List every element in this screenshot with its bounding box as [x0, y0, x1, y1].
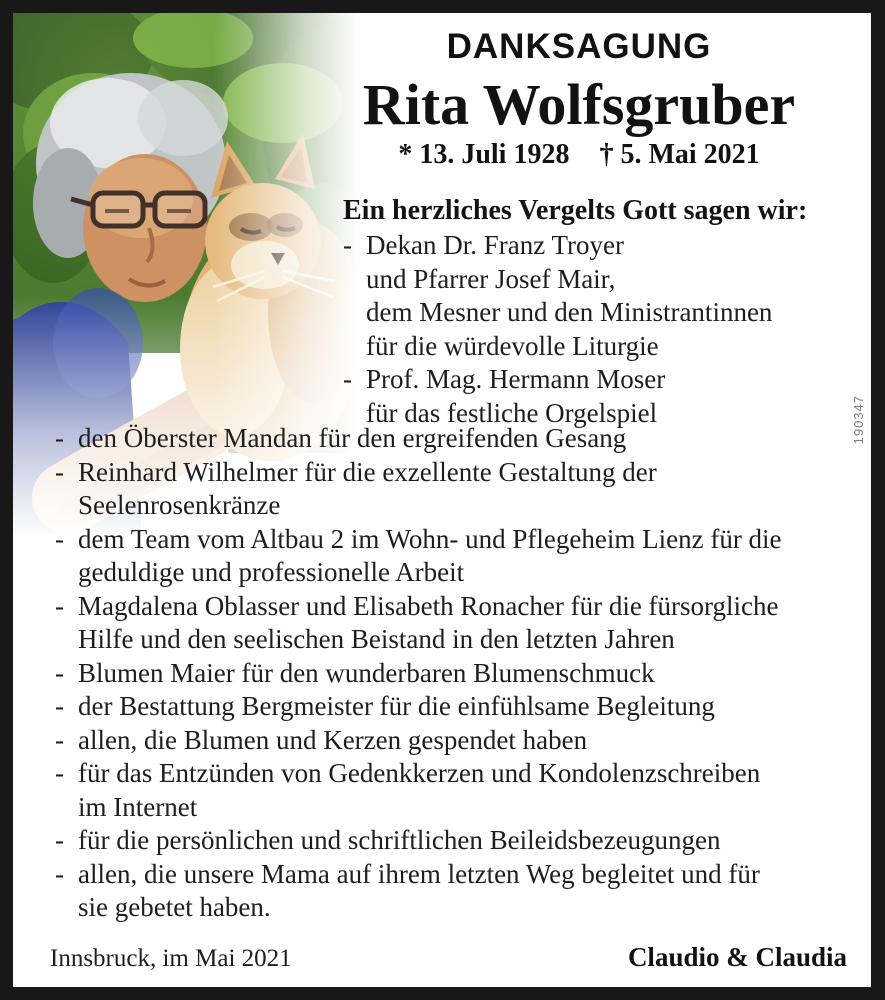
life-dates	[343, 140, 815, 170]
bullet-dash: -	[55, 691, 64, 721]
thanks-item	[55, 757, 855, 824]
bullet-dash: -	[55, 590, 64, 621]
bullet-dash: -	[55, 423, 64, 453]
thanks-line: Magdalena Oblasser und Elisabeth Ronacher für die fürsorgliche	[78, 590, 779, 621]
bullet-dash: -	[55, 657, 64, 688]
bullet-dash: -	[55, 456, 64, 487]
thanks-item-lines	[78, 657, 855, 691]
thanks-item-lines	[366, 229, 815, 363]
thanks-line: allen, die unsere Mama auf ihrem letzten Weg begleitet und für	[78, 858, 760, 889]
deceased-name: Rita Wolfsgruber	[362, 72, 796, 137]
thanks-item-lines	[78, 590, 855, 657]
thanks-intro: Ein herzliches Vergelts Gott sagen wir:	[343, 195, 808, 226]
thanks-line: dem Team vom Altbau 2 im Wohn- und Pflegeheim Lienz für die	[78, 523, 782, 554]
thanks-line: Seelenrosenkränze	[78, 490, 281, 520]
mourners-signature: Claudio & Claudia	[627, 942, 847, 972]
header-block	[343, 28, 815, 430]
thanks-line: im Internet	[78, 791, 198, 822]
thanks-item	[55, 422, 855, 456]
footer	[13, 944, 871, 978]
obituary-sheet	[13, 13, 871, 987]
bullet-dash: -	[55, 825, 64, 855]
bullet-dash: -	[55, 758, 64, 788]
thanks-line: für die persönlichen und schriftlichen Beileidsbezeugungen	[78, 825, 721, 855]
thanks-item-lines	[78, 456, 855, 523]
place-and-date: Innsbruck, im Mai 2021	[50, 945, 292, 972]
thanks-item	[55, 657, 855, 691]
thanks-item-lines	[78, 824, 855, 858]
bullet-dash: -	[343, 230, 352, 260]
notice-type-heading: DANKSAGUNG	[446, 27, 712, 66]
thanks-line: den Öberster Mandan für den ergreifenden Gesang	[78, 423, 627, 453]
thanks-line: Hilfe und den seelischen Beistand in den letzten Jahren	[78, 624, 675, 654]
thanks-line: Blumen Maier für den wunderbaren Blumenschmuck	[78, 657, 655, 688]
thanks-item-lines	[78, 724, 855, 758]
thanks-list-beside-photo	[343, 229, 815, 430]
birth-date: * 13. Juli 1928	[398, 139, 570, 170]
thanks-line: der Bestattung Bergmeister für die einfühlsame Begleitung	[78, 691, 715, 721]
thanks-line: geduldige und professionelle Arbeit	[78, 557, 465, 587]
thanks-item-lines	[78, 858, 855, 925]
thanks-line: und Pfarrer Josef Mair,	[366, 263, 616, 294]
thanks-item-lines	[78, 757, 855, 824]
thanks-item	[55, 456, 855, 523]
thanks-line: dem Mesner und den Ministrantinnen	[366, 297, 773, 327]
thanks-line: Reinhard Wilhelmer für die exzellente Gestaltung der	[78, 456, 657, 487]
bullet-dash: -	[343, 364, 352, 394]
thanks-item	[55, 523, 855, 590]
bullet-dash: -	[55, 724, 64, 755]
thanks-item	[55, 690, 855, 724]
bullet-dash: -	[55, 858, 64, 889]
thanks-line: allen, die Blumen und Kerzen gespendet haben	[78, 724, 588, 755]
reference-number: 190347	[851, 395, 866, 445]
thanks-line: Prof. Mag. Hermann Moser	[366, 364, 666, 394]
thanks-item	[343, 363, 815, 430]
thanks-item	[55, 858, 855, 925]
thanks-line: für das Entzünden von Gedenkkerzen und Kondolenzschreiben	[78, 758, 761, 788]
thanks-line: Dekan Dr. Franz Troyer	[366, 230, 624, 260]
thanks-item-lines	[78, 523, 855, 590]
thanks-item	[343, 229, 815, 363]
thanks-item-lines	[78, 690, 855, 724]
thanks-line: sie gebetet haben.	[78, 892, 271, 922]
thanks-item-lines	[366, 363, 815, 430]
thanks-item	[55, 724, 855, 758]
thanks-item	[55, 824, 855, 858]
thanks-list-full-width	[55, 422, 855, 925]
thanks-item-lines	[78, 422, 855, 456]
bullet-dash: -	[55, 523, 64, 554]
thanks-item	[55, 590, 855, 657]
thanks-line: für das festliche Orgelspiel	[366, 397, 658, 428]
death-date: † 5. Mai 2021	[599, 139, 760, 170]
thanks-line: für die würdevolle Liturgie	[366, 330, 659, 361]
